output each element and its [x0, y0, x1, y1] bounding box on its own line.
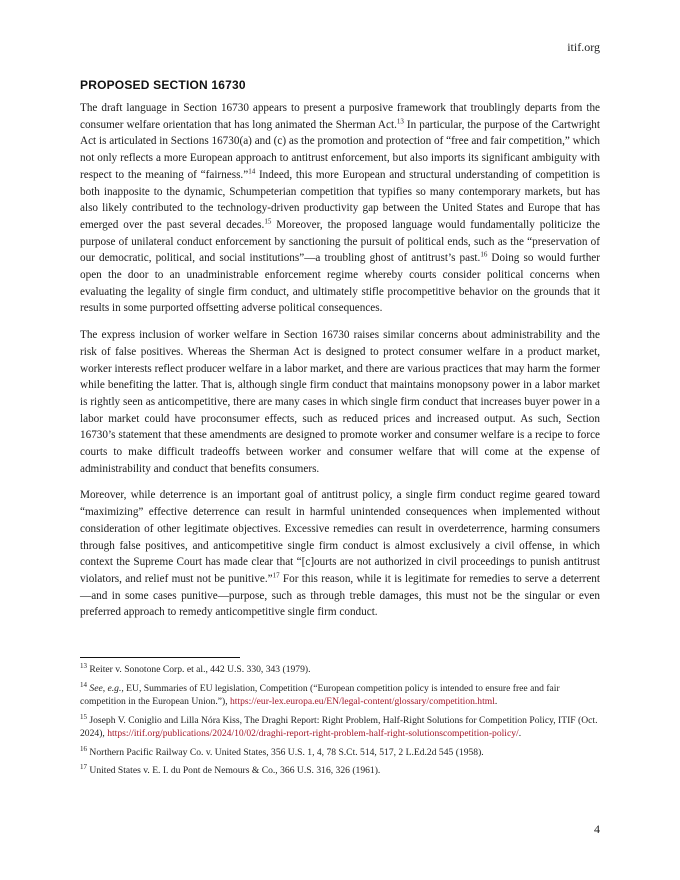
- text-run: In particular, the purpose of the Cartwright Act is articulated in Sections 16730(a) and (c) as the promotion and protection of “free and fair competition,” which not only reflects a more European approach to antitrust enforcement, but also imports its significant ambiguity with respect to the meaning of “fairness.”: [80, 118, 600, 181]
- page-number: 4: [594, 822, 600, 836]
- text-run: Northern Pacific Railway Co. v. United States, 356 U.S. 1, 4, 78 S.Ct. 514, 517, 2 L.Ed.2d 545 (1958).: [87, 746, 484, 758]
- text-run: The express inclusion of worker welfare in Section 16730 raises similar concerns about administrability and the risk of false positives. Whereas the Sherman Act is designed to protect consumer welfare in a product market, worker interests reflect producer welfare in a labor market, and there are various practices that may harm the former while benefiting the latter. That is, although single firm conduct that maintains monopsony power in a labor market is rightly seen as anticompetitive, there are many cases in which single firm conduct that increases buyer power in a labor market could have proconsumer effects, such as reduced prices and increased output. As such, Section 16730’s statement that these amendments are designed to promote worker and consumer welfare is a recipe to force courts to make difficult tradeoffs between worker and consumer welfare that will come at the expense of administrability and conduct that benefits consumers.: [80, 329, 600, 475]
- body-paragraph: [80, 100, 600, 317]
- footnote: [80, 764, 600, 778]
- text-run: For this reason, while it is legitimate for remedies to serve a deterrent—and in some cases punitive—purpose, such as through treble damages, this must not be the singular or even preferred approach to remedy anticompetitive single firm conduct.: [80, 572, 600, 619]
- text-run: Reiter v. Sonotone Corp. et al., 442 U.S. 330, 343 (1979).: [87, 664, 311, 675]
- text-run: , EU, Summaries of EU legislation, Competition (“European competition policy is intended to ensure free and fair competition in the European Union.”),: [80, 682, 560, 707]
- footnote-ref: 13: [80, 661, 87, 670]
- footnote-ref: 13: [396, 116, 404, 125]
- text-run: United States v. E. I. du Pont de Nemours & Co., 366 U.S. 316, 326 (1961).: [87, 765, 381, 776]
- body-paragraph: [80, 487, 600, 621]
- citation-signal: See, e.g.: [87, 682, 122, 694]
- footnote-ref: 17: [272, 571, 280, 580]
- footnotes: [80, 663, 600, 783]
- footnote-ref: 16: [480, 250, 488, 259]
- text-run: .: [494, 696, 498, 707]
- text-run: Indeed, this more European and structural understanding of competition is both inapposite to the dynamic, Schumpeterian competition that typifies so many contemporary markets, but has also likely contributed to the technology-driven productivity gap between the United States and Europe that has emerged over the past several decades.: [80, 168, 600, 231]
- footnote-divider: [80, 657, 240, 658]
- text-run: .: [518, 728, 522, 739]
- text-run: Joseph V. Coniglio and Lilla Nóra Kiss, The Draghi Report: Right Problem, Half-Right Solutions for Competition Policy, ITIF (Oct. 2024),: [80, 714, 598, 739]
- text-run: Doing so would further open the door to an unadministrable enforcement regime whereby courts consider political concerns when evaluating the legality of single firm conduct, and ultimately stifle procompetitive behavior on the grounds that it results in some purported offsetting adverse political consequences.: [80, 252, 600, 315]
- footnote-link[interactable]: https://eur-lex.europa.eu/EN/legal-content/glossary/competition.html: [230, 696, 495, 707]
- footnote-link[interactable]: https://itif.org/publications/2024/10/02/draghi-report-right-problem-half-right-solutionscompetition-policy/: [107, 728, 519, 739]
- footnote: [80, 663, 600, 677]
- footnote-ref: 14: [80, 680, 87, 689]
- site-name: itif.org: [567, 40, 600, 54]
- footnote-ref: 16: [80, 744, 87, 753]
- footnote-ref: 15: [80, 712, 87, 721]
- footnote: [80, 746, 600, 760]
- text-run: The draft language in Section 16730 appears to present a purposive framework that troublingly departs from the consumer welfare orientation that has long animated the Sherman Act.: [80, 102, 600, 131]
- footnote-ref: 15: [264, 217, 272, 226]
- section-title: PROPOSED SECTION 16730: [80, 78, 246, 92]
- footnote: [80, 682, 600, 709]
- body-paragraph: [80, 327, 600, 477]
- footnote-ref: 17: [80, 762, 87, 771]
- text-run: Moreover, while deterrence is an important goal of antitrust policy, a single firm conduct regime geared toward “maximizing” effective deterrence can result in harmful unintended consequences when implemented without consideration of other legitimate objectives. Excessive remedies can result in overdeterrence, harming consumers through false positives, and anticompetitive single firm conduct is almost exclusively a civil offense, in which context the Supreme Court has made clear that “[c]ourts are not authorized in civil proceedings to punish antitrust violators, and relief must not be punitive.”: [80, 489, 600, 585]
- footnote-ref: 14: [248, 167, 256, 176]
- main-content: [80, 78, 600, 631]
- text-run: Moreover, the proposed language would fundamentally politicize the purpose of unilateral conduct enforcement by sanctioning the pursuit of political ends, such as the “preservation of our democratic, political, and social institutions”—a troubling ghost of antitrust’s past.: [80, 218, 600, 265]
- footnote: [80, 714, 600, 741]
